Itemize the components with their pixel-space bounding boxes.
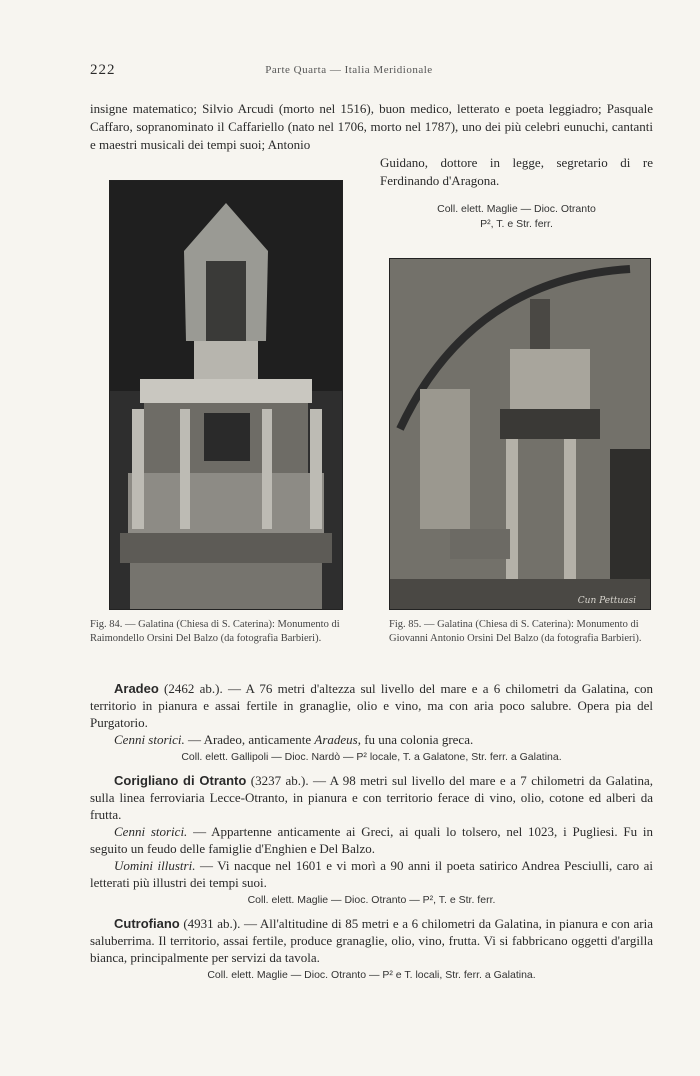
intro-continuation: Guidano, dottore in legge, segretario di re Ferdinando d'Aragona.: [380, 155, 653, 188]
section-label: Cenni storici.: [114, 824, 188, 839]
intro-paragraph: insigne matematico; Silvio Arcudi (morto nel 1516), buon medico, letterato e poeta leggiadro; Pasquale Caffaro, sopranominato il Caffariello (nato nel 1706, morto nel 1787), uno dei più celebri eunuchi, cantanti e maestri musicali dei tempi suoi; Antonio: [90, 101, 653, 152]
entry-cutrofiano-coll: Coll. elett. Maglie — Dioc. Otranto — P² e T. locali, Str. ferr. a Galatina.: [207, 969, 536, 981]
figure-84-caption: Fig. 84. — Galatina (Chiesa di S. Caterina): Monumento di Raimondello Orsini Del Balzo (da fotografia Barbieri).: [90, 619, 340, 644]
figure-85-caption: Fig. 85. — Galatina (Chiesa di S. Caterina): Monumento di Giovanni Antonio Orsini Del Balzo (da fotografia Barbieri).: [389, 619, 642, 644]
entry-text: (2462 ab.). — A 76 metri d'altezza sul livello del mare e a 6 chilometri da Galatina, con territorio in pianura e assai fertile in granaglie, olio e vino, ma con aria poco salubre. Opera pia del Purgatorio.: [90, 681, 653, 730]
entry-corigliano: [90, 772, 653, 823]
running-header: [90, 62, 608, 84]
section-text: — Aradeo, anticamente: [184, 732, 315, 747]
entry-aradeo-coll: Coll. elett. Gallipoli — Dioc. Nardò — P² locale, T. a Galatone, Str. ferr. a Galatina.: [181, 751, 562, 763]
entry-text: (4931 ab.). — All'altitudine di 85 metri e a 6 chilometri da Galatina, in pianura e con aria saluberrima. Il territorio, assai fertile, produce granaglie, olio, vino, frutta. Vi si fabbricano oggetti d'argilla bianca, principalmente per servizi da tavola.: [90, 916, 653, 965]
section-text-end: , fu una colonia greca.: [357, 732, 474, 747]
photo-signature: Cun Pettuasi: [577, 596, 636, 606]
entry-aradeo-history: [90, 731, 653, 748]
intro-coll-line2: P², T. e Str. ferr.: [480, 218, 553, 230]
figure-84-photo: [109, 180, 343, 610]
section-text: — Vi nacque nel 1601 e vi morì a 90 anni il poeta satirico Andrea Pesciulli, caro ai letterati più illustri dei tempi suoi.: [90, 858, 653, 890]
intro-coll-line1: Coll. elett. Maglie — Dioc. Otranto: [437, 203, 596, 215]
gazetteer-entries: [90, 680, 653, 984]
section-text: — Appartenne anticamente ai Greci, ai quali lo tolsero, nel 1023, i Pugliesi. Fu in seguito un feudo delle famiglie d'Enghien e Del Balzo.: [90, 824, 653, 856]
monument-85-image: [390, 259, 650, 609]
intro-coll-note: [380, 202, 653, 232]
section-label: Cenni storici.: [114, 732, 185, 747]
section-label: Uomini illustri.: [114, 858, 196, 873]
entry-corigliano-notables: [90, 857, 653, 891]
entry-corigliano-coll: Coll. elett. Maglie — Dioc. Otranto — P², T. e Str. ferr.: [247, 894, 496, 906]
page-number: 222: [90, 62, 116, 78]
latin-name: Aradeus: [314, 732, 358, 747]
entry-corigliano-history: [90, 823, 653, 857]
running-title: Parte Quarta — Italia Meridionale: [265, 64, 433, 76]
figure-85-photo: [389, 258, 651, 610]
entry-name: Corigliano di Otranto: [114, 773, 247, 788]
entry-cutrofiano: [90, 915, 653, 966]
entry-aradeo: [90, 680, 653, 731]
monument-84-image: [110, 181, 342, 609]
entry-text: (3237 ab.). — A 98 metri sul livello del mare e a 7 chilometri da Galatina, sulla linea ferroviaria Lecce-Otranto, in pianura e con territorio ferace di vino, olio, cotone ed alberi da frutta.: [90, 773, 654, 822]
entry-name: Aradeo: [114, 681, 159, 696]
entry-name: Cutrofiano: [114, 916, 180, 931]
